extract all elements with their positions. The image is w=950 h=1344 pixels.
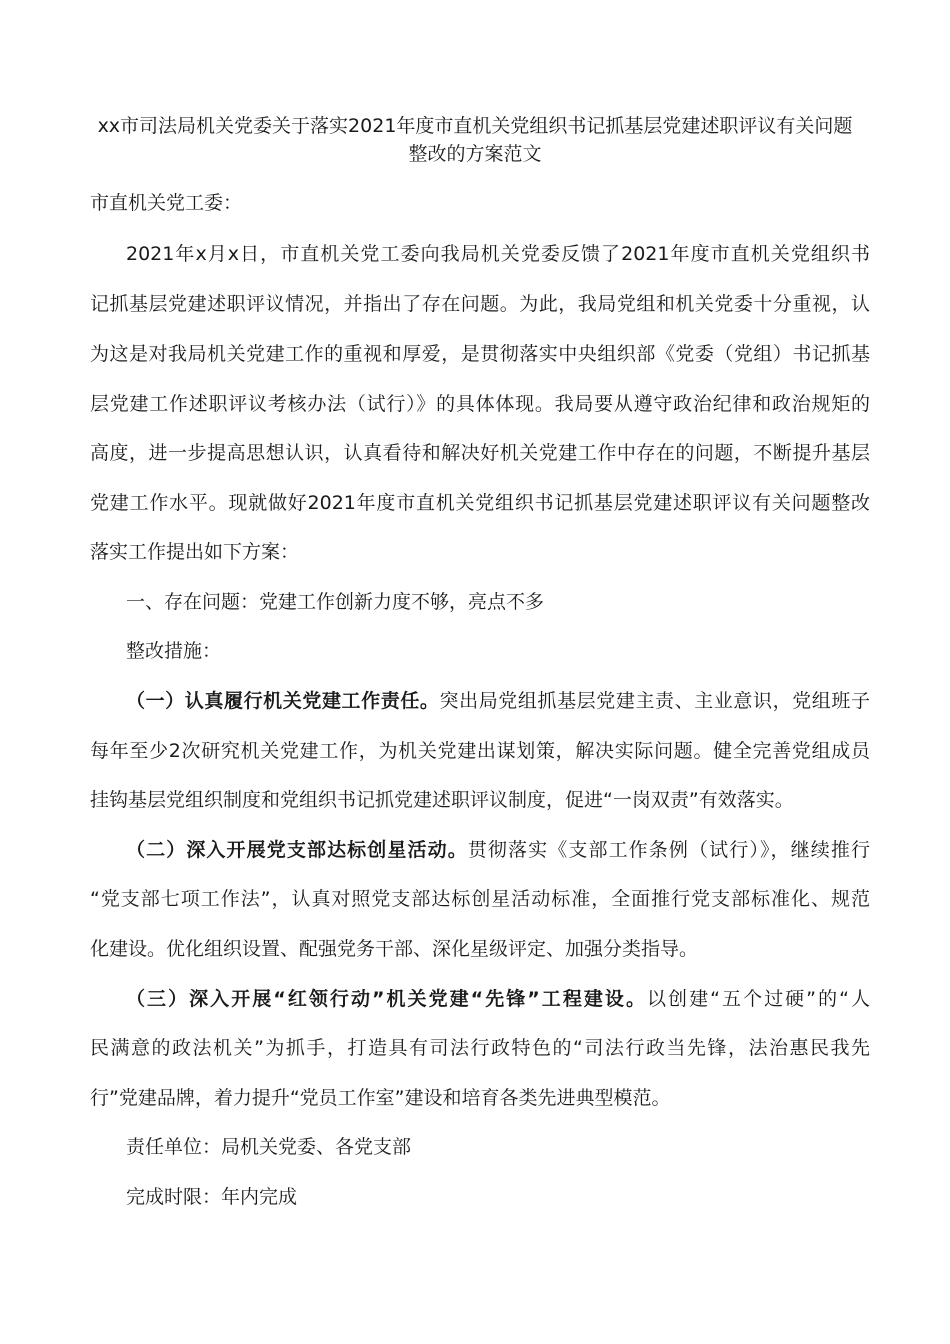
deadline: 完成时限：年内完成 (126, 1186, 298, 1208)
measure-3-text: 以创建“五个过硬”的“人 (647, 988, 870, 1010)
measure-2-line-3: 化建设。优化组织设置、配强党务干部、深化星级评定、加强分类指导。 (90, 938, 699, 960)
measure-1-line-1 (126, 687, 870, 715)
intro-line-2: 记抓基层党建述职评议情况，并指出了存在问题。为此，我局党组和机关党委十分重视，认 (90, 293, 870, 315)
responsible-unit: 责任单位：局机关党委、各党支部 (126, 1136, 412, 1158)
measure-3-title: （三）深入开展“红领行动”机关党建“先锋”工程建设。 (126, 988, 648, 1010)
intro-line-6: 党建工作水平。现就做好2021年度市直机关党组织书记抓基层党建述职评议有关问题整改 (90, 492, 870, 514)
salutation: 市直机关党工委： (90, 192, 243, 214)
measure-3-line-3: 行”党建品牌，着力提升“党员工作室”建设和培育各类先进典型模范。 (90, 1087, 671, 1109)
measure-2-line-1 (126, 836, 870, 864)
intro-line-5: 高度，进一步提高思想认识，认真看待和解决好机关党建工作中存在的问题，不断提升基层 (90, 442, 870, 464)
measure-3-line-1 (126, 985, 870, 1013)
intro-line-7: 落实工作提出如下方案： (90, 541, 300, 563)
measure-1-line-3: 挂钩基层党组织制度和党组织书记抓党建述职评议制度，促进“一岗双责”有效落实。 (90, 789, 794, 811)
intro-line-1: 2021年x月x日，市直机关党工委向我局机关党委反馈了2021年度市直机关党组织书 (126, 243, 870, 265)
measure-1-text: 突出局党组抓基层党建主责、主业意识，党组班子 (439, 690, 870, 712)
title-line-1: xx市司法局机关党委关于落实2021年度市直机关党组织书记抓基层党建述职评议有关问题 (97, 115, 853, 137)
measure-2-line-2: “党支部七项工作法”，认真对照党支部达标创星活动标准，全面推行党支部标准化、规范 (90, 888, 870, 910)
problem-heading: 一、存在问题：党建工作创新力度不够，亮点不多 (126, 591, 545, 613)
measure-2-text: 贯彻落实《支部工作条例（试行）》，继续推行 (467, 839, 870, 861)
document-title (80, 112, 870, 168)
intro-line-3: 为这是对我局机关党建工作的重视和厚爱，是贯彻落实中央组织部《党委（党组）书记抓基 (90, 343, 870, 365)
measure-2-title: （二）深入开展党支部达标创星活动。 (126, 839, 468, 861)
title-line-2: 整改的方案范文 (408, 143, 542, 165)
measure-1-title: （一）认真履行机关党建工作责任。 (126, 690, 440, 712)
measure-3-line-2: 民满意的政法机关”为抓手，打造具有司法行政特色的“司法行政当先锋，法治惠民我先 (90, 1037, 870, 1059)
intro-line-4: 层党建工作述职评议考核办法（试行）》的具体体现。我局要从遵守政治纪律和政治规矩的 (90, 393, 870, 415)
measures-heading: 整改措施： (126, 640, 222, 662)
measure-1-line-2: 每年至少2次研究机关党建工作，为机关党建出谋划策，解决实际问题。健全完善党组成员 (90, 740, 870, 762)
